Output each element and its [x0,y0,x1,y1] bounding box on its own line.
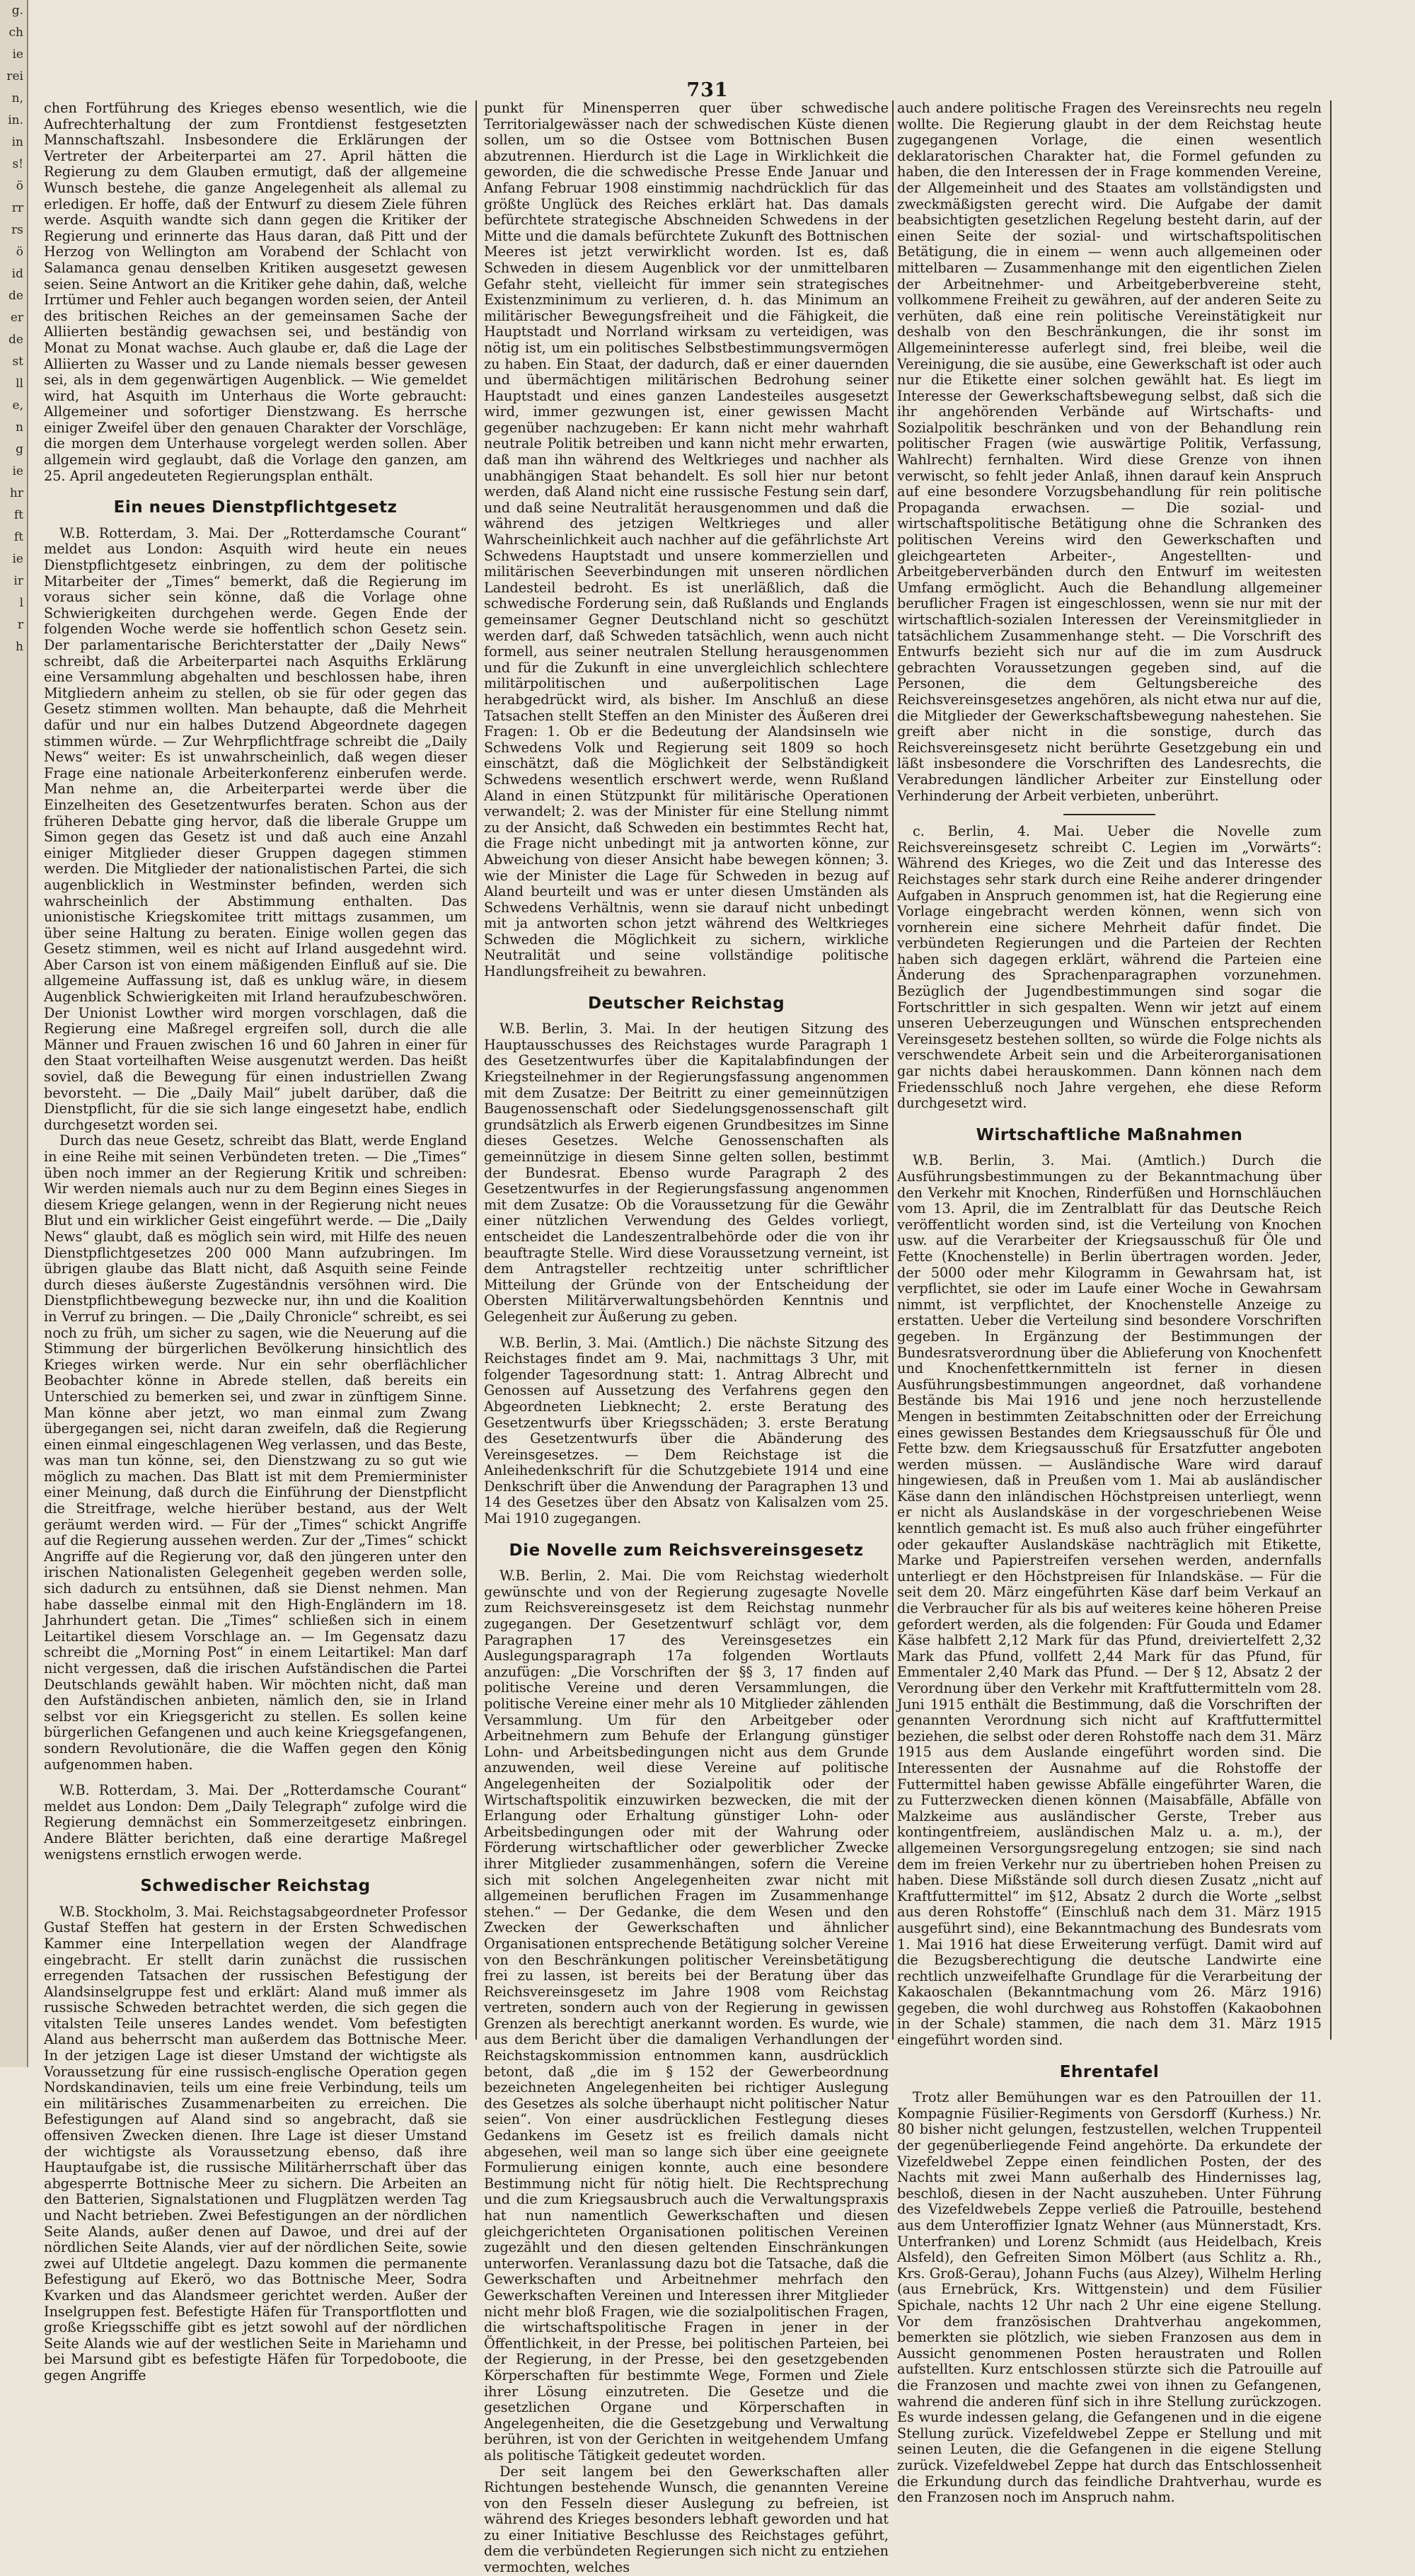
margin-fragment: rr [11,201,23,215]
paragraph-gap [484,1326,889,1335]
margin-fragment: er [10,311,23,325]
margin-fragment: in [11,135,23,149]
article-paragraph: Der seit langem bei den Gewerkschaften aller Richtungen bestehende Wunsch, die genannten Vereine von den Fesseln dieser Auslegung zu befreien, ist während des Krieges besonders lebhaft geworden und hat zu einer Initiative Beschlusse des Reichstages geführt, dem die verbündeten Regierungen sich nicht zu entziehen vermochten, welches [484,2463,889,2576]
text-column-2 [484,100,889,2576]
section-heading: Schwedischer Reichstag [140,1877,371,1896]
paragraph-gap [44,1773,467,1783]
margin-fragment: ö [16,179,23,193]
article-paragraph: punkt für Minensperren quer über schwedische Territorialgewässer nach der schwedischen Küste dienen sollen, um so die Ostsee vom Bottnischen Busen abzutrennen. Hierdurch ist die Lage in Wirklichkeit die geworden, die die schwedische Presse Ende Januar und Anfang Februar 1908 einstimmig nachdrücklich für das größte Unglück des Reiches erklärt hat. Das damals befürchtete strategische Abschneiden Schwedens in der Mitte und die damals befürchtete Zukunft des Bottnischen Meeres ist jetzt verwirklicht worden. Ist es, daß Schweden in diesem Augenblick vor der unmittelbaren Gefahr steht, vielleicht für immer sein strategisches Existenzminimum zu verlieren, d. h. das Minimum an militärischer Bewegungsfreiheit und die Fähigkeit, die Hauptstadt und Norrland wirksam zu verteidigen, was nötig ist, um ein politisches Selbstbestimmungsvermögen zu haben. Ein Staat, der dadurch, daß er einer dauernden und übermächtigen militärischen Bedrohung seiner Hauptstadt und eines ganzen Landesteiles ausgesetzt wird, immer gezwungen ist, einer gewissen Macht gegenüber nachzugeben: Er kann nicht mehr wahrhaft neutrale Politik betreiben und kann nicht mehr erwarten, daß man ihn während des Weltkrieges und nachher als unabhängigen Staat behandelt. Es soll hier nur betont werden, daß Aland nicht eine russische Festung sein darf, und daß seine Neutralität herausgenommen und daß die während des jetzigen Weltkrieges und aller Wahrscheinlichkeit auch nachher auf die gefährlichste Art Schwedens Hauptstadt und unsere kommerziellen und militärischen Seeverbindungen mit unseren nördlichen Landesteil bedroht. Es ist unerläßlich, daß die schwedische Forderung sein, daß Rußlands und Englands gemeinsamer Gegner Deutschland nicht so geschützt werden darf, daß Schweden tatsächlich, wenn auch nicht formell, aus seiner neutralen Stellung herausgenommen und für die Zukunft in eine unvergleichlich schlechtere militärpolitischen und außerpolitischen Lage herabgedrückt wird, als bisher. Im Anschluß an diese Tatsachen stellt Steffen an den Minister des Äußeren drei Fragen: 1. Ob er die Bedeutung der Alandsinseln wie Schwedens Volk und Regierung seit 1809 so hoch einschätzt, daß die Möglichkeit der Selbständigkeit Schwedens wesentlich erschwert werde, wenn Rußland Aland in einen Stützpunkt für militärische Operationen verwandelt; 2. was der Minister für eine Stellung nimmt zu der Ansicht, daß Schweden ein bestimmtes Recht hat, die Frage nicht unbedingt mit ja antworten könne, zur Abweichung von dieser Ansicht habe bewegen können; 3. wie der Minister die Lage für Schweden in bezug auf Aland beurteilt und was er unter diesen Umständen als Schwedens Verhältnis, wenn sie darauf nicht unbedingt mit ja antworten schon jetzt während des Weltkrieges Schweden die Möglichkeit zu sichern, wirkliche Neutralität und seine vollständige politische Handlungsfreiheit zu bewahren. [484,100,889,980]
margin-fragment: hr [9,486,23,500]
section-heading: Deutscher Reichstag [587,994,785,1013]
margin-fragment: ie [12,464,23,478]
margin-fragment: l [19,596,23,610]
section-heading: Ehrentafel [1059,2062,1160,2081]
margin-fragment: rei [6,69,23,84]
column-rule [475,100,477,2040]
margin-fragment: de [8,333,23,347]
margin-fragment: ft [13,530,23,544]
section-heading: Wirtschaftliche Maßnahmen [976,1125,1243,1144]
margin-fragment: ft [13,508,23,522]
margin-fragment: in. [8,113,23,127]
margin-fragment: n, [11,91,23,105]
margin-fragment: h [16,640,23,654]
article-paragraph: Trotz aller Bemühungen war es den Patrouillen der 11. Kompagnie Füsilier-Regiments von Gersdorff (Kurhess.) Nr. 80 bisher nicht gelungen, festzustellen, welchen Truppenteil der gegenüberliegende Feind angehörte. Da erkundete der Vizefeldwebel Zeppe einen feindlichen Posten, der des Nachts mit zwei Mann außerhalb des Hindernisses lag, beschloß, diesen in der Nacht auszuheben. Unter Führung des Vizefeldwebels Zeppe verließ die Patrouille, bestehend aus dem Unteroffizier Ignatz Wehner (aus Münnerstadt, Krs. Unterfranken) und Lorenz Schmidt (aus Heidelbach, Kreis Alsfeld), den Gefreiten Simon Mölbert (aus Schlitz a. Rh., Krs. Groß-Gerau), Johann Fuchs (aus Alzey), Wilhelm Herling (aus Ernebrück, Krs. Wittgenstein) und dem Füsilier Spichale, nachts 12 Uhr nach 2 Uhr eine eigene Stellung. Vor dem französischen Drahtverhau angekommen, bemerkten sie plötzlich, wie sieben Franzosen aus dem in Aussicht genommenen Posten heraustraten und Rollen aufstellten. Kurz entschlossen stürzte sich die Patrouille auf die Franzosen und machte zwei von ihnen zu Gefangenen, wahrend die anderen fünf sich in ihre Stellung zurückzogen. Es wurde indessen gelang, die Gefangenen und in die eigene Stellung zurück. Vizefeldwebel Zeppe er Stellung und mit seinen Leuten, die die Gefangenen in die eigene Stellung zurück. Vizefeldwebel Zeppe hat durch das Entschlossenheit die Erkundung durch das feindliche Drahtverhau, wurde es den Franzosen noch im Anspruch nahm. [897,2089,1322,2506]
margin-fragment: r [17,618,23,632]
article-paragraph: c. Berlin, 4. Mai. Ueber die Novelle zum Reichsvereinsgesetz schreibt C. Legien im „Vorwärts“: Während des Krieges, wo die Zeit und das Interesse des Reichstages sehr stark durch eine Reihe anderer dringender Aufgaben in Anspruch genommen ist, hat die Regierung eine Vorlage eingebracht werden können, wenn sich von vornherein eine sichere Mehrheit dafür findet. Die verbündeten Regierungen und die Parteien der Rechten haben sich dagegen erklärt, während die Parteien eine Änderung des Sprachenparagraphen vorzunehmen. Bezüglich der Jugendbestimmungen sind sogar die Fortschrittler in sich gespalten. Wenn wir jetzt auf einem unseren Ueberzeugungen und Wünschen entsprechenden Vereinsgesetz bestehen sollten, so würde die Folge nichts als verschwendete Arbeit sein und die Arbeiterorganisationen gar nichts dabei herauskommen. Dann können nach dem Friedensschluß noch Jahre vergehen, ehe diese Reform durchgesetzt wird. [897,823,1322,1112]
margin-fragment: id [11,267,23,281]
margin-fragment: ie [12,552,23,566]
column-rule [1330,100,1332,2040]
page-number: 731 [686,79,729,101]
margin-fragment: e, [12,398,23,413]
article-paragraph: chen Fortführung des Krieges ebenso wesentlich, wie die Aufrechterhaltung der zum Frontdienst festgesetzten Mannschaftszahl. Insbesondere die Erklärungen der Vertreter der Arbeiterpartei am 27. April hätten die Regierung zu dem Glauben ermutigt, daß der allgemeine Wunsch bestehe, die ganze Angelegenheit als allemal zu erledigen. Er hoffe, daß der Entwurf zu diesem Ziele führen werde. Asquith wandte sich dann gegen die Kritiker der Regierung und erinnerte das Haus daran, daß Pitt und der Herzog von Wellington am Vorabend der Schlacht von Salamanca genau denselben Kritiken ausgesetzt gewesen seien. Seine Antwort an die Kritiker gehe dahin, daß, welche Irrtümer und Fehler auch begangen worden seien, der Anteil des britischen Reiches an der gemeinsamen Sache der Alliierten beständig gewachsen sei, und beständig von Monat zu Monat wachse. Auch glaube er, daß die Lage der Alliierten zu Wasser und zu Lande niemals besser gewesen sei, als in dem gegenwärtigen Augenblick. — Wie gemeldet wird, hat Asquith im Unterhaus die Worte gebraucht: Allgemeiner und sofortiger Dienstzwang. Es herrsche einiger Zweifel über den genauen Charakter der Vorschläge, die morgen dem Unterhause vorgelegt werden sollen. Aber allgemein wird geglaubt, daß die Vorlage den ganzen, am 25. April angedeuteten Regierungsplan enthält. [44,100,467,484]
section-divider [1063,814,1155,815]
margin-fragment: g [16,442,23,456]
column-rule [892,100,894,2040]
margin-fragment: ir [13,574,23,588]
article-paragraph: W.B. Berlin, 2. Mai. Die vom Reichstag wiederholt gewünschte und von der Regierung zugesagte Novelle zum Reichsvereinsgesetz ist dem Reichstag nunmehr zugegangen. Der Gesetzentwurf schlägt vor, dem Paragraphen 17 des Vereinsgesetzes ein Auslegungsparagraph 17a folgenden Wortlauts anzufügen: „Die Vorschriften der §§ 3, 17 finden auf politische Vereine und deren Versammlungen, die politische Vereine einer mehr als 10 Mitglieder zählenden Versammlung. Um für den Arbeitgeber oder Arbeitnehmern zum Behufe der Erlangung günstiger Lohn- und Arbeitsbedingungen nicht aus dem Grunde anzuwenden, weil diese Vereine auf politische Angelegenheiten der Sozialpolitik oder der Wirtschaftspolitik einzuwirken bezwecken, die mit der Erlangung oder Erhaltung günstiger Lohn- oder Arbeitsbedingungen oder mit der Wahrung oder Förderung wirtschaftlicher oder gewerblicher Zwecke ihrer Mitglieder zusammenhängen, sofern die Vereine sich mit solchen Angelegenheiten zwar nicht mit allgemeinen beruflichen Fragen im Zusammenhange stehen.“ — Der Gedanke, die dem Wesen und den Zwecken der Gewerkschaften und ähnlicher Organisationen entsprechende Betätigung solcher Vereine von den Beschränkungen politischer Vereinsbetätigung frei zu lassen, ist bereits bei der Beratung über das Reichsvereinsgesetz im Jahre 1908 vom Reichstag vertreten, sondern auch von der Regierung in gewissen Grenzen als berechtigt anerkannt worden. Es wurde, wie aus dem Bericht über die damaligen Verhandlungen der Reichstagskommission entnommen kann, ausdrücklich betont, daß „die im § 152 der Gewerbeordnung bezeichneten Angelegenheiten bei richtiger Auslegung des Gesetzes als solche überhaupt nicht politischer Natur seien“. Von einer ausdrücklichen Festlegung dieses Gedankens im Gesetz ist es freilich damals nicht abgesehen, weil man so lange sich über eine geeignete Formulierung einigen konnte, auch eine besondere Bestimmung nicht für nötig hielt. Die Rechtsprechung und die zum Kriegsausbruch auch die Verwaltungspraxis hat nun namentlich Gewerkschaften und diesen gleichgerichteten Organisationen politischen Vereinen zugezählt und den diesen geltenden Einschränkungen unterworfen. Veranlassung dazu bot die Tatsache, daß die Gewerkschaften und Arbeitnehmer mehrfach den Gewerkschaften Vereinen und Interessen ihrer Mitglieder nicht mehr bloß Fragen, wie die sozialpolitischen Fragen, die wirtschaftspolitische Fragen in jener in der Öffentlichkeit, in der Presse, bei politischen Parteien, bei der Regierung, in der Presse, bei den gesetzgebenden Körperschaften für bestimmte Wege, Formen und Ziele ihrer Lösung einzutreten. Die Gesetze und die gesetzlichen Organe und Körperschaften in Angelegenheiten, die die Gesetzgebung und Verwaltung berühren, ist von der Gerichten in weitgehendem Umfang als politische Tätigkeit gedeutet worden. [484,1568,889,2463]
adjacent-page-margin [0,0,28,2067]
margin-fragment: s! [12,157,23,171]
article-paragraph: W.B. Rotterdam, 3. Mai. Der „Rotterdamsche Courant“ meldet aus London: Asquith wird heute ein neues Dienstpflichtgesetz einbringen, zu dem der politische Mitarbeiter der „Times“ bemerkt, daß die Regierung im voraus sicher sein könne, daß die Vorlage ohne Schwierigkeiten durchgehen werde. Gegen Ende der folgenden Woche werde sie hoffentlich schon Gesetz sein. Der parlamentarische Berichterstatter der „Daily News“ schreibt, daß die Arbeiterpartei nach Asquiths Erklärung eine Versammlung abgehalten und beschlossen habe, ihren Mitgliedern anheim zu stellen, ob sie für oder gegen das Gesetz stimmen wollten. Man behaupte, daß die Mehrheit dafür und nur ein halbes Dutzend Abgeordnete dagegen stimmen würde. — Zur Wehrpflichtfrage schreibt die „Daily News“ weiter: Es ist unwahrscheinlich, daß wegen dieser Frage eine nationale Arbeiterkonferenz einberufen werde. Man nehme an, die Arbeiterpartei werde über die Einzelheiten des Gesetzentwurfes beraten. Schon aus der früheren Debatte ging hervor, daß die liberale Gruppe um Simon gegen das Gesetz ist und daß auch eine Anzahl einiger Mitglieder dieser Gruppen dagegen stimmen werden. Die Mitglieder der nationalistischen Partei, die sich augenblicklich in Westminster befinden, werden sich wahrscheinlich der Abstimmung enthalten. Das unionistische Kriegskomitee tritt mittags zusammen, um über seine Haltung zu beraten. Einige wollen gegen das Gesetz stimmen, weil es nicht auf Irland ausgedehnt wird. Aber Carson ist von einem mäßigenden Einfluß auf sie. Die allgemeine Auffassung ist, daß es unklug wäre, in diesem Augenblick Schwierigkeiten mit Irland heraufzubeschwören. Der Unionist Lowther wird morgen vorschlagen, daß die Regierung eine Maßregel ergreifen soll, durch die alle Männer und Frauen zwischen 16 und 60 Jahren in einer für den Staat vorteilhaften Weise ausgenutzt werden. Das heißt soviel, daß die Bewegung für einen industriellen Zwang bevorsteht. — Die „Daily Mail“ jubelt darüber, daß die Dienstpflicht, für die sie sich lange eingesetzt habe, endlich durchgesetzt worden sei. [44,524,467,1133]
margin-fragment: de [8,289,23,303]
margin-fragment: ie [12,47,23,62]
article-paragraph: W.B. Berlin, 3. Mai. (Amtlich.) Durch die Ausführungsbestimmungen zu der Bekanntmachung über den Verkehr mit Knochen, Rinderfüßen und Hornschläuchen vom 13. April, die im Zentralblatt für das Deutsche Reich veröffentlicht worden sind, ist die Verteilung von Knochen usw. auf die Verarbeiter der Kriegsausschuß für Öle und Fette (Knochenstelle) in Berlin übertragen worden. Jeder, der 5000 oder mehr Kilogramm in Gewahrsam hat, ist verpflichtet, sie oder im Laufe einer Woche in Gewahrsam nimmt, ist verpflichtet, der Knochenstelle Anzeige zu erstatten. Ueber die Verteilung sind besondere Vorschriften gegeben. In Ergänzung der Bestimmungen der Bundesratsverordnung über die Ablieferung von Knochenfett und Knochenfettkernmitteln ist ferner in diesen Ausführungsbestimmungen angeordnet, daß vorhandene Bestände bis Mai 1916 und jene noch herzustellende Mengen in bestimmten Zeitabschnitten oder der Erreichung eines gewissen Bestandes dem Kriegsausschuß für Öle und Fette bzw. dem Kriegsausschuß für Ersatzfutter angeboten werden müssen. — Ausländische Ware wird darauf hingewiesen, daß in Preußen vom 1. Mai ab ausländischer Käse dann den inländischen Höchstpreisen unterliegt, wenn er nicht als Auslandskäse in der vorgeschriebenen Weise kenntlich gemacht ist. Es muß also auch früher eingeführter oder gekaufter Auslandskäse nachträglich mit Etikette, Marke und Papierstreifen versehen werden, andernfalls unterliegt er den Höchstpreisen für Inlandskäse. — Für die seit dem 20. März eingeführten Käse darf beim Verkauf an die Verbraucher für als bis auf weiteres keine höheren Preise gefordert werden, als die folgenden: Für Gouda und Edamer Käse halbfett 2,12 Mark für das Pfund, dreiviertelfett 2,32 Mark das Pfund, vollfett 2,44 Mark für das Pfund, für Emmentaler 2,40 Mark das Pfund. — Der § 12, Absatz 2 der Verordnung über den Verkehr mit Kraftfuttermitteln vom 28. Juni 1915 enthält die Bestimmung, daß die Vorschriften der genannten Verordnung sich nicht auf Kraftfuttermittel beziehen, die selbst oder deren Rohstoffe nach dem 31. März 1915 aus dem Auslande eingeführt worden sind. Die Interessenten der Ausnahme auf die Rohstoffe der Futtermittel haben gewisse Abfälle eingeführter Waren, die zu Futterzwecken dienen können (Maisabfälle, Abfälle von Malzkeime aus ausländischer Gerste, Treber aus kontingentfreiem, ausländischen Malz u. a. m.), der allgemeinen Versorgungsregelung entzogen; sie sind nach dem im freien Verkehr nur zu übertrieben hohen Preisen zu haben. Diese Mißstände soll durch diesen Zusatz „nicht auf Kraftfuttermittel“ im §12, Absatz 2 durch die Worte „selbst aus deren Rohstoffe“ (Einschluß nach dem 31. März 1915 ausgeführt sind), eine Bekanntmachung des Bundesrats vom 1. Mai 1916 hat diese Erweiterung verfügt. Damit wird auf die Bezugsberechtigung die deutsche Landwirte eine rechtlich unzweifelhafte Grundlage für die Verarbeitung der Kakaoschalen (Bekanntmachung vom 26. März 1916) gegeben, die wohl durchweg aus Rohstoffen (Kakaobohnen in der Schale) stammen, die nach dem 31. März 1915 eingeführt worden sind. [897,1152,1322,2049]
section-heading: Ein neues Dienstpflichtgesetz [113,498,398,517]
article-paragraph: W.B. Berlin, 3. Mai. In der heutigen Sitzung des Hauptausschusses des Reichstages wurde Paragraph 1 des Gesetzentwurfes über die Kapitalabfindungen der Kriegsteilnehmer in der Regierungsfassung angenommen mit dem Zusatze: Der Beitritt zu einer gemeinnützigen Baugenossenschaft oder Siedelungsgenossenschaft gilt grundsätzlich als Erwerb eigenen Grundbesitzes im Sinne dieses Gesetzes. Welche Genossenschaften als gemeinnützige in diesem Sinne gelten sollen, bestimmt der Bundesrat. Ebenso wurde Paragraph 2 des Gesetzentwurfes in der Regierungsfassung angenommen mit dem Zusatze: Ob die Voraussetzung für die Gewähr einer nützlichen Verwendung des Geldes vorliegt, entscheidet die Landeszentralbehörde oder die von ihr beauftragte Stelle. Wird diese Voraussetzung verneint, ist dem Antragsteller rechtzeitig unter schriftlicher Mitteilung der Gründe von der Entscheidung der Obersten Militärverwaltungsbehörden Kenntnis und Gelegenheit zur Äußerung zu geben. [484,1020,889,1325]
article-paragraph: W.B. Berlin, 3. Mai. (Amtlich.) Die nächste Sitzung des Reichstages findet am 9. Mai, nachmittags 3 Uhr, mit folgender Tagesordnung statt: 1. Antrag Albrecht und Genossen auf Aussetzung des Verfahrens gegen den Abgeordneten Liebknecht; 2. erste Beratung des Gesetzentwurfs über Kriegsschäden; 3. erste Beratung des Gesetzentwurfs über die Abänderung des Vereinsgesetzes. — Dem Reichstage ist die Anleihedenkschrift für die Schutzgebiete 1914 und eine Denkschrift über die Anwendung der Paragraphen 13 und 14 des Gesetzes über den Absatz von Kalisalzen vom 25. Mai 1910 zugegangen. [484,1334,889,1527]
section-heading: Die Novelle zum Reichsvereinsgesetz [509,1541,864,1560]
margin-fragment: rs [11,223,23,237]
margin-fragment: ll [16,376,23,391]
text-column-3 [897,100,1322,2506]
text-column-1 [44,100,467,2384]
margin-fragment: n [16,420,23,435]
margin-fragment: ch [8,25,23,40]
article-paragraph: W.B. Stockholm, 3. Mai. Reichstagsabgeordneter Professor Gustaf Steffen hat gestern in der Ersten Schwedischen Kammer eine Interpellation wegen der Alandfrage eingebracht. Er stellt darin zunächst die russischen erregenden Tatsachen der russischen Befestigung der Alandsinselgruppe fest und erklärt: Aland muß immer als russische Schweden betrachtet werden, die sich gegen die vitalsten Teile unseres Landes wendet. Vom befestigten Aland aus beherrscht man außerdem das Bottnische Meer. In der jetzigen Lage ist dieser Umstand der wichtigste als Voraussetzung für eine russisch-englische Operation gegen Nordskandinavien, teils um eine freie Verbindung, teils um ein militärisches Zusammenarbeiten zu erreichen. Die Befestigungen auf Aland sind so angebracht, daß sie offensiven Zwecken dienen. Ihre Lage ist dieser Umstand der wichtigste als Voraussetzung ebenso, daß ihre Hauptaufgabe ist, die russische Militärherrschaft über das abgesperrte Bottnische Meer zu sichern. Die Arbeiten an den Batterien, Signalstationen und Flugplätzen werden Tag und Nacht betrieben. Zwei Befestigungen an der nördlichen Seite Alands, außer denen auf Dawoe, und drei auf der nördlichen Seite Alands, vier auf der nördlichen Seite, sowie zwei auf Ultdetie angelegt. Dazu kommen die permanente Befestigung auf Ekerö, wo das Bottnische Meer, Sodra Kvarken und das Alandsmeer gerichtet werden. Außer der Inselgruppen fest. Befestigte Häfen für Transportflotten und große Kriegsschiffe gibt es jetzt sowohl auf der nördlichen Seite Alands wie auf der westlichen Seite in Mariehamn und bei Marsund gibt es befestigte Häfen für Torpedoboote, die gegen Angriffe [44,1903,467,2384]
margin-fragment: st [12,355,23,369]
margin-fragment: ö [16,245,23,259]
article-paragraph: W.B. Rotterdam, 3. Mai. Der „Rotterdamsche Courant“ meldet aus London: Dem „Daily Telegraph“ zufolge wird die Regierung demnächst ein Sommerzeitgesetz einbringen. Andere Blätter berichten, daß eine derartige Maßregel wenigstens ernstlich erwogen werde. [44,1782,467,1863]
article-paragraph: Durch das neue Gesetz, schreibt das Blatt, werde England in eine Reihe mit seinen Verbündeten treten. — Die „Times“ üben noch immer an der Regierung Kritik und schreiben: Wir werden niemals auch nur zu dem Beginn eines Sieges in diesem Kriege gelangen, wenn in der Regierung nicht neues Blut und ein wirklicher Geist eingeführt werde. — Die „Daily News“ glaubt, daß es möglich sein wird, mit Hilfe des neuen Dienstpflichtgesetzes 200 000 Mann aufzubringen. Im übrigen glaube das Blatt nicht, daß Asquith seine Feinde durch dieses äußerste Zugeständnis versöhnen wird. Die Dienstpflichtbewegung bezwecke nur, ihn und die Koalition in Verruf zu bringen. — Die „Daily Chronicle“ schreibt, es sei noch zu früh, um sicher zu sagen, wie die Neuerung auf die Stimmung der bürgerlichen Bevölkerung hinsichtlich des Krieges wirken werde. Nur ein sehr oberflächlicher Beobachter könne in Abrede stellen, daß bereits ein Unterschied zu bemerken sei, und zwar in zünftigem Sinne. Man könne aber jetzt, wo man einmal zum Zwang übergegangen sei, nicht daran zweifeln, daß die Regierung einen einmal eingeschlagenen Weg verlassen, und das Beste, was man tun könne, sei, den Dienstzwang zu so gut wie möglich zu machen. Das Blatt ist mit dem Premierminister einer Meinung, daß durch die Einführung der Dienstpflicht die Streitfrage, welche hierüber bestand, aus der Welt geräumt werden wird. — Für der „Times“ schickt Angriffe auf die Regierung aussehen werden. Zur der „Times“ schickt Angriffe auf die Regierung vor, daß den jüngeren unter den irischen Nationalisten Gelegenheit gegeben werden solle, sich dadurch zu entsühnen, daß sie Dienst nehmen. Man habe dasselbe einmal mit den High-Engländern im 18. Jahrhundert getan. Die „Times“ schließen sich in einem Leitartikel diesem Vorschlage an. — Im Gegensatz dazu schreibt die „Morning Post“ in einem Leitartikel: Man darf nicht vergessen, daß die irischen Aufständischen die Partei Deutschlands gewählt haben. Wir möchten nicht, daß man den Aufständischen anbieten, nämlich den, sie in Irland selbst vor ein Kriegsgericht zu stellen. Es sollen keine bürgerlichen Gefangenen und auch keine Kriegsgefangenen, sondern Revolutionäre, die die Waffen gegen den König aufgenommen haben. [44,1132,467,1773]
margin-fragment: g. [11,4,23,18]
article-paragraph: auch andere politische Fragen des Vereinsrechts neu regeln wollte. Die Regierung glaubt in der dem Reichstag heute zugegangenen Vorlage, die einen wesentlich deklaratorischen Charakter hat, die Formel gefunden zu haben, die den Interessen der in Frage kommenden Vereine, der Allgemeinheit und des Staates am vollständigsten und zweckmäßigsten gerecht wird. Die Aufgabe der damit beabsichtigten gesetzlichen Regelung besteht darin, auf der einen Seite der sozial- und wirtschaftspolitischen Betätigung, die in einem — wenn auch allgemeinen oder mittelbaren — Zusammenhange mit den eigentlichen Zielen der Arbeitnehmer- und Arbeitgeberbvereine steht, vollkommene Freiheit zu gewähren, auf der anderen Seite zu verhüten, daß eine rein politische Vereinstätigkeit nur deshalb von den Beschränkungen, die ihr sonst im Allgemeininteresse auferlegt sind, frei bleibe, weil die Vereinigung, die sie ausübe, eine Gewerkschaft ist oder auch nur die Etikette einer solchen gewählt hat. Es liegt im Interesse der Gewerkschaftsbewegung selbst, daß sich die ihr angehörenden Verbände auf Wirtschafts- und Sozialpolitik beschränken und von der Behandlung rein politischer Fragen (wie auswärtige Politik, Verfassung, Wahlrecht) fernhalten. Wird diese Grenze von ihnen verwischt, so fehlt jeder Anlaß, ihnen darauf kein Anspruch auf eine besondere Vorzugsbehandlung für rein politische Propaganda erwachsen. — Die sozial- und wirtschaftspolitische Betätigung ohne die Schranken des politischen Vereins wird den Gewerkschaften und gleichgearteten Arbeiter-, Angestellten- und Arbeitgeberverbänden durch den Entwurf im weitesten Umfang ermöglicht. Auch die Behandlung allgemeiner beruflicher Fragen ist eingeschlossen, wenn sie nur mit der wirtschaftlich-sozialen Interessen der Vereinsmitglieder in tatsächlichem Zusammenhange steht. — Die Vorschrift des Entwurfs bezieht sich nur auf die im zum Ausdruck gebrachten Voraussetzungen gegeben sind, auf die Personen, die dem Geltungsbereiche des Reichsvereinsgesetzes angehören, als nicht etwa nur auf die, die Mitglieder der Gewerkschaftsbewegung nahestehen. Sie greift aber nicht in die sonstige, durch das Reichsvereinsgesetz nicht berührte Gesetzgebung ein und läßt insbesondere die Vorschriften des Landesrechts, die Verabredungen ländlicher Arbeiter zur Einstellung oder Verhinderung der Arbeit verbieten, unberührt. [897,100,1322,804]
